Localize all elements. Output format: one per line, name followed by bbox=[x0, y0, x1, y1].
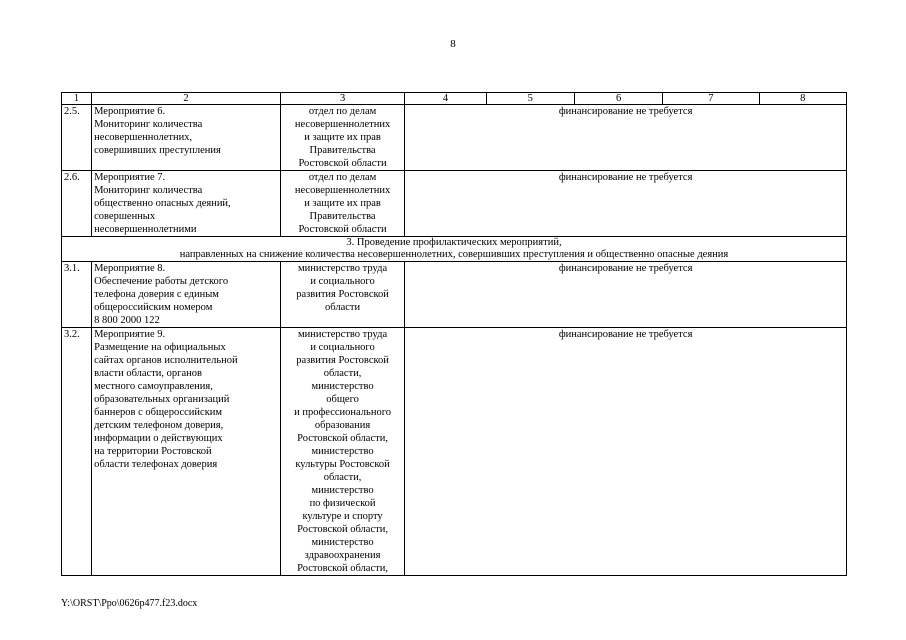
responsible-line: министерство bbox=[311, 381, 374, 392]
row-number: 3.1. bbox=[62, 262, 92, 328]
responsible-line: и защите их прав bbox=[304, 132, 381, 143]
activity-line: совершенных bbox=[94, 211, 156, 222]
responsible-line: министерство bbox=[311, 537, 374, 548]
page-number: 8 bbox=[450, 38, 456, 50]
responsible-line: министерство труда bbox=[298, 263, 388, 274]
table-body bbox=[62, 93, 847, 576]
financing-cell: финансирование не требуется bbox=[405, 171, 847, 237]
footer-file-path: Y:\ORST\Ppo\0626p477.f23.docx bbox=[61, 598, 198, 609]
table-row bbox=[62, 262, 847, 328]
responsible-cell bbox=[280, 171, 404, 237]
responsible-cell bbox=[280, 328, 404, 576]
section-title bbox=[62, 237, 847, 262]
row-number: 2.6. bbox=[62, 171, 92, 237]
column-header: 3 bbox=[280, 93, 404, 105]
responsible-line: здравоохранения bbox=[304, 550, 381, 561]
responsible-line: министерство bbox=[311, 446, 374, 457]
column-header: 4 bbox=[405, 93, 486, 105]
responsible-line: и профессионального bbox=[294, 407, 391, 418]
activity-line: местного самоуправления, bbox=[94, 381, 213, 392]
responsible-line: культуры Ростовской bbox=[295, 459, 390, 470]
responsible-line: и защите их прав bbox=[304, 198, 381, 209]
responsible-line: министерство bbox=[311, 485, 374, 496]
section-header-row bbox=[62, 237, 847, 262]
activity-cell bbox=[92, 328, 281, 576]
responsible-line: развития Ростовской bbox=[296, 355, 389, 366]
activity-line: информации о действующих bbox=[94, 433, 223, 444]
activity-cell bbox=[92, 171, 281, 237]
activity-line: детским телефоном доверия, bbox=[94, 420, 224, 431]
activity-line: Мероприятие 8. bbox=[94, 263, 166, 274]
activity-line: Мониторинг количества bbox=[94, 185, 203, 196]
activity-line: Мероприятие 7. bbox=[94, 172, 166, 183]
activity-line: сайтах органов исполнительной bbox=[94, 355, 238, 366]
activity-line: баннеров с общероссийским bbox=[94, 407, 223, 418]
table-row bbox=[62, 105, 847, 171]
responsible-line: Ростовской области, bbox=[297, 524, 388, 535]
section-title-line: 3. Проведение профилактических мероприятий, bbox=[346, 237, 562, 248]
activity-line: телефона доверия с единым bbox=[94, 289, 219, 300]
activity-line: области телефонах доверия bbox=[94, 459, 218, 470]
header-row bbox=[62, 93, 847, 105]
table-row bbox=[62, 328, 847, 576]
activity-line: на территории Ростовской bbox=[94, 446, 212, 457]
row-number: 2.5. bbox=[62, 105, 92, 171]
responsible-cell bbox=[280, 105, 404, 171]
responsible-line: области, bbox=[323, 472, 362, 483]
activity-line: несовершеннолетними bbox=[94, 224, 197, 235]
activity-cell bbox=[92, 105, 281, 171]
activity-line: Мониторинг количества bbox=[94, 119, 203, 130]
responsible-line: Ростовской области bbox=[298, 158, 387, 169]
financing-cell: финансирование не требуется bbox=[405, 105, 847, 171]
column-header: 2 bbox=[92, 93, 281, 105]
financing-cell: финансирование не требуется bbox=[405, 262, 847, 328]
responsible-line: Ростовской области, bbox=[297, 563, 388, 574]
activity-line: Размещение на официальных bbox=[94, 342, 226, 353]
responsible-line: Ростовской области, bbox=[297, 433, 388, 444]
responsible-line: отдел по делам bbox=[308, 106, 377, 117]
activity-line: общероссийским номером bbox=[94, 302, 213, 313]
responsible-line: и социального bbox=[310, 276, 375, 287]
activity-line: Обеспечение работы детского bbox=[94, 276, 229, 287]
activity-line: общественно опасных деяний, bbox=[94, 198, 231, 209]
activity-line: Мероприятие 9. bbox=[94, 329, 166, 340]
responsible-line: области, bbox=[323, 368, 362, 379]
responsible-line: министерство труда bbox=[298, 329, 388, 340]
responsible-line: Правительства bbox=[309, 145, 376, 156]
activity-line: совершивших преступления bbox=[94, 145, 221, 156]
responsible-cell bbox=[280, 262, 404, 328]
section-title-line: направленных на снижение количества несовершеннолетних, совершивших преступления и общественно опасные деяния bbox=[179, 249, 729, 260]
activities-table bbox=[61, 92, 847, 576]
column-header: 6 bbox=[574, 93, 662, 105]
responsible-line: по физической bbox=[309, 498, 376, 509]
responsible-line: культуре и спорту bbox=[302, 511, 383, 522]
responsible-line: несовершеннолетних bbox=[294, 119, 391, 130]
activity-line: несовершеннолетних, bbox=[94, 132, 193, 143]
financing-cell: финансирование не требуется bbox=[405, 328, 847, 576]
activity-line: 8 800 2000 122 bbox=[94, 315, 160, 326]
responsible-line: Правительства bbox=[309, 211, 376, 222]
table-row bbox=[62, 171, 847, 237]
column-header: 1 bbox=[62, 93, 92, 105]
responsible-line: развития Ростовской bbox=[296, 289, 389, 300]
responsible-line: области bbox=[325, 302, 361, 313]
responsible-line: несовершеннолетних bbox=[294, 185, 391, 196]
activity-cell bbox=[92, 262, 281, 328]
column-header: 5 bbox=[486, 93, 574, 105]
responsible-line: образования bbox=[314, 420, 371, 431]
responsible-line: Ростовской области bbox=[298, 224, 387, 235]
column-header: 8 bbox=[759, 93, 846, 105]
responsible-line: отдел по делам bbox=[308, 172, 377, 183]
row-number: 3.2. bbox=[62, 328, 92, 576]
activity-line: Мероприятие 6. bbox=[94, 106, 166, 117]
responsible-line: общего bbox=[326, 394, 359, 405]
responsible-line: и социального bbox=[310, 342, 375, 353]
activity-line: образовательных организаций bbox=[94, 394, 230, 405]
activity-line: власти области, органов bbox=[94, 368, 202, 379]
column-header: 7 bbox=[663, 93, 759, 105]
